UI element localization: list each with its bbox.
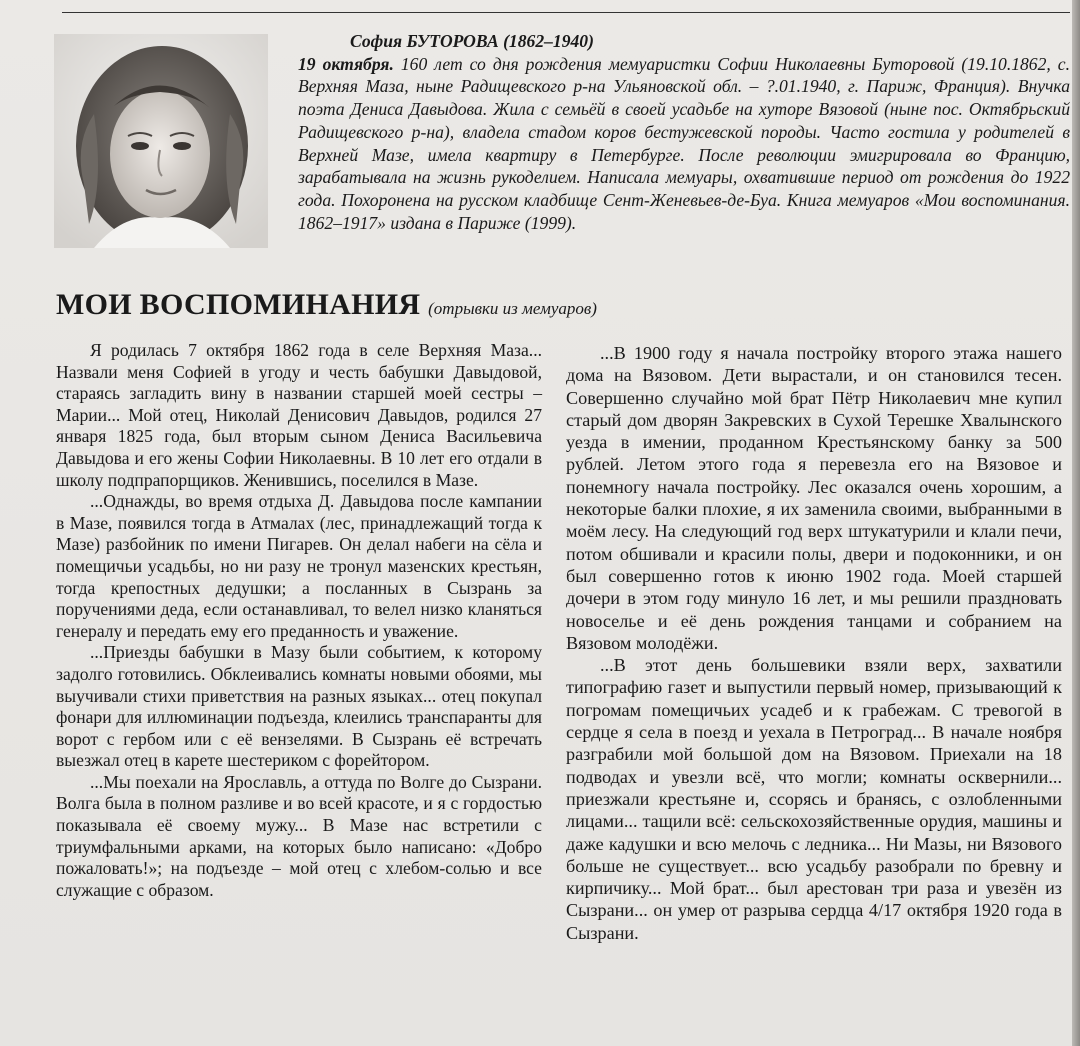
portrait-image (54, 34, 268, 248)
right-column (566, 342, 1062, 944)
portrait-photo (54, 34, 268, 248)
paragraph: Я родилась 7 октября 1862 года в селе Верхняя Маза... Назвали меня Софией в угоду и честь бабушки Давыдовой, стараясь загладить вину в названии старшей моей сестры – Марии... Мой отец, Николай Денисович Давыдов, родился 27 января 1825 года, был вторым сыном Дениса Васильевича Давыдова и его жены Софии Николаевны. В 10 лет его отдали в школу подпрапорщиков. Женившись, поселился в Мазе. (56, 340, 542, 490)
top-divider (62, 12, 1070, 13)
article-title (56, 288, 1066, 322)
paragraph: ...В 1900 году я начала постройку второго этажа нашего дома на Вязовом. Дети вырастали, и он становился тесен. Совершенно случайно мой брат Пётр Николаевич мне купил старый дом дворян Закревских в Сухой Терешке Хвалынского уезда в имении, проданном Крестьянскому банку за 500 рублей. Летом этого года я перевезла его на Вязовое и понемногу начала постройку. Лес оказался очень хорошим, а некоторые балки плохие, я их заменила своими, выбранными в моём лесу. На следующий год верх штукатурили и клали печи, потом обшивали и красили полы, двери и подоконники, и он был совершенно готов к июню 1902 года. Моей старшей дочери в этом году минуло 16 лет, и мы решили праздновать новоселье и её день рождения танцами и собранием на Вязовом молодёжи. (566, 343, 1062, 653)
page-edge-shadow (1072, 0, 1080, 1046)
paragraph: ...В этот день большевики взяли верх, захватили типографию газет и выпустили первый номер, призывающий к погромам помещичьих усадеб и к грабежам. С тревогой в сердце я села в поезд и уехала в Петроград... В начале ноября разграбили мой большой дом на Вязовом. Приехали на 18 подводах и увезли всё, что могли; комнаты осквернили... приезжали крестьяне и, ссорясь и бранясь, с озлобленными лицами... тащили всё: сельскохозяйственные орудия, машины и даже кадушки и всю мелочь с ледника... Ни Мазы, ни Вязового больше не существует... всю усадьбу разобрали по бревну и кирпичику... Мой брат... был арестован три раза и увезён из Сызрани... он умер от разрыва сердца 4/17 октября 1920 года в Сызрани. (566, 655, 1062, 943)
paragraph: ...Приезды бабушки в Мазу были событием, к которому задолго готовились. Обклеивались комнаты новыми обоями, мы выучивали стихи приветствия на разных языках... отец покупал фонари для иллюминации подъезда, клеились транспаранты для ворот с гербом или с её вензелями. В Сызрань её встречать выезжал отец в карете шестериком с форейтором. (56, 642, 542, 771)
paragraph: ...Мы поехали на Ярославль, а оттуда по Волге до Сызрани. Волга была в полном разливе и во всей красоте, и я с гордостью показывала её своему мужу... В Мазе нас встретили с триумфальными арками, на которых было написано: «Добро пожаловать!»; на подъезде – мой отец с хлебом-солью и все служащие с образом. (56, 771, 542, 900)
article-title-text: МОИ ВОСПОМИНАНИЯ (56, 288, 421, 321)
biography-text: 160 лет со дня рождения мемуаристки Софии Николаевны Буторовой (19.10.1862, с. Верхняя Маза, ныне Радищевского р-на Ульяновской обл. – ?.01.1940, г. Париж, Франция). Внучка поэта Дениса Давыдова. Жила с семьёй в своей усадьбе на хуторе Вязовой (ныне пос. Октябрьский Радищевского р-на), владела стадом коров бестужевской породы. Часто гостила у родителей в Верхней Мазе, имела квартиру в Петербурге. После революции эмигрировала во Францию, зарабатывала на жизнь рукоделием. Написала мемуары, охватившие период от рождения до 1922 года. Похоронена на русском кладбище Сент-Женевьев-де-Буа. Книга мемуаров «Мои воспоминания. 1862–1917» издана в Париже (1999). (298, 53, 1071, 233)
biography-block (298, 30, 1070, 234)
anniversary-date: 19 октября. (298, 53, 394, 74)
article-subtitle: (отрывки из мемуаров) (428, 299, 597, 318)
left-column (56, 340, 542, 901)
paragraph: ...Однажды, во время отдыха Д. Давыдова после кампании в Мазе, появился тогда в Атмалах (лес, принадлежащий тогда к Мазе) разбойник по имени Пигарев. Он делал набеги на сёла и помещичьи усадьбы, но ни разу не тронул мазенских крестьян, тогда крепостных дедушки; а посланных в Сызрань за поручениями деда, если останавливал, то велел низко кланяться генералу и передать ему его преданность и уважение. (56, 491, 542, 641)
person-name: София БУТОРОВА (1862–1940) (350, 31, 594, 51)
